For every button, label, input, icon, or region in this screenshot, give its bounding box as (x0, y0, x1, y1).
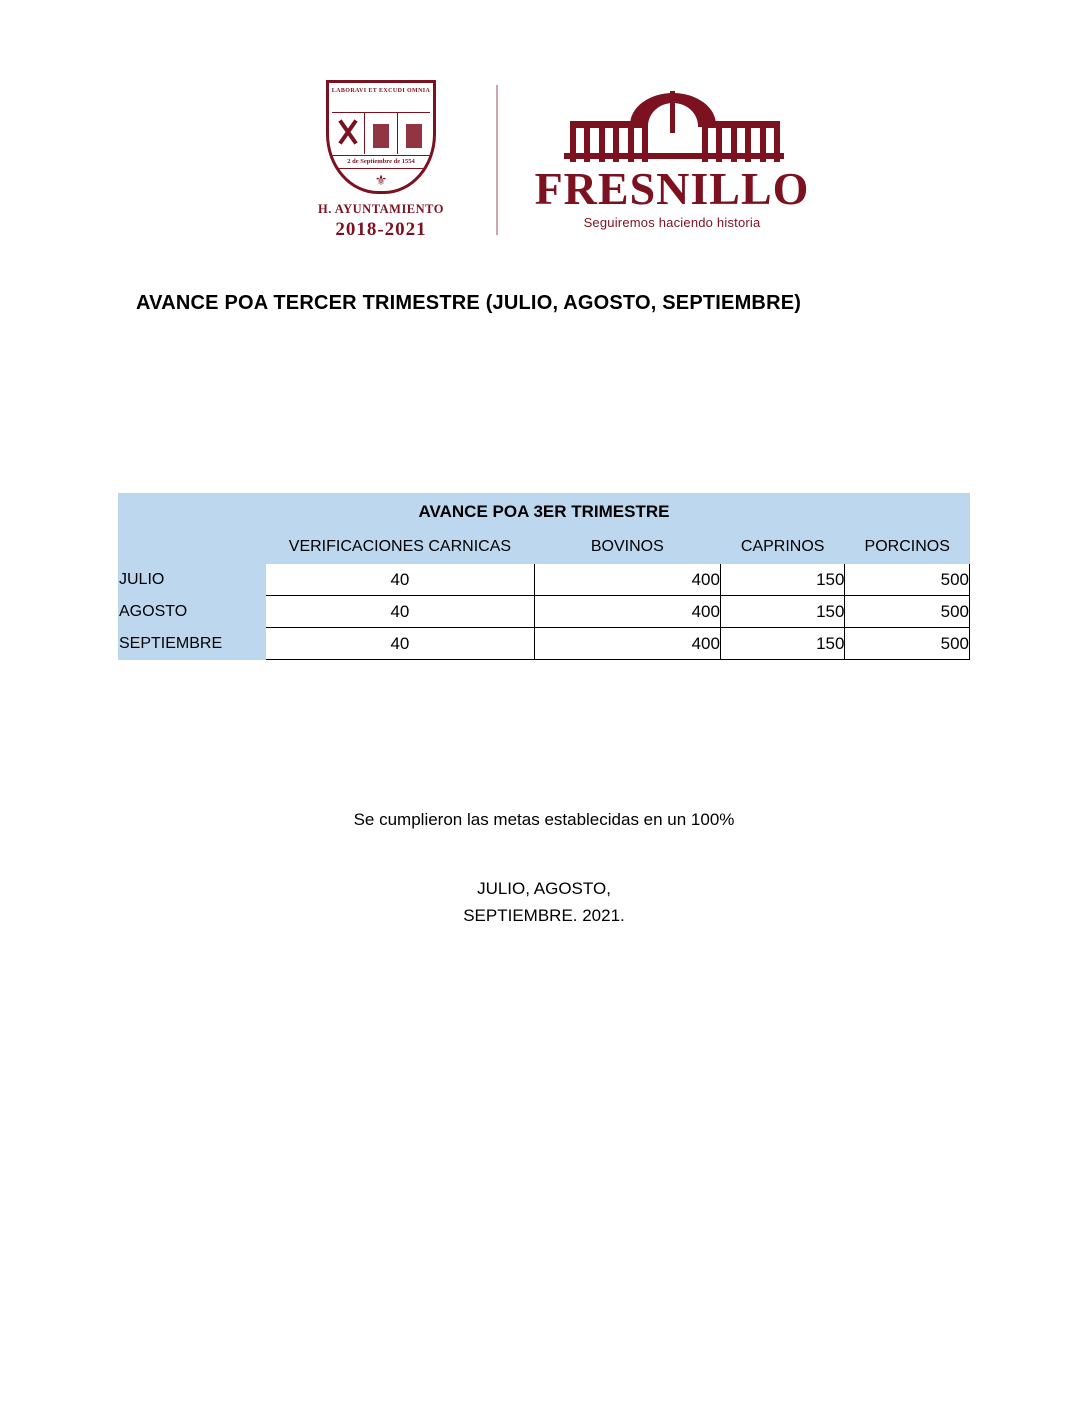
table-corner-cell (119, 531, 266, 564)
municipal-crest (266, 80, 496, 241)
crest-date-band: 2 de Septiembre de 1554 (332, 155, 430, 169)
crest-caption-period: 2018-2021 (335, 218, 427, 240)
table-row (119, 596, 970, 628)
row-label-julio: JULIO (119, 564, 266, 596)
cell-agosto-bovinos: 400 (534, 596, 720, 628)
poa-table (118, 493, 970, 660)
cell-agosto-porcinos: 500 (845, 596, 970, 628)
cell-septiembre-porcinos: 500 (845, 628, 970, 660)
crest-arc-text: LABORAVI ET EXCUDI OMNIA (331, 87, 431, 94)
column-header-verificaciones: VERIFICACIONES CARNICAS (266, 531, 535, 564)
row-label-septiembre: SEPTIEMBRE (119, 628, 266, 660)
cell-septiembre-caprinos: 150 (720, 628, 845, 660)
brand-tagline: Seguiremos haciendo historia (583, 214, 761, 230)
header-divider (496, 85, 498, 235)
crest-bottom-motif-icon: ⚜ (374, 171, 388, 188)
crest-shield-icon (326, 80, 436, 194)
page-title: AVANCE POA TERCER TRIMESTRE (JULIO, AGOSTO, SEPTIEMBRE) (136, 292, 802, 314)
column-header-bovinos: BOVINOS (534, 531, 720, 564)
report-period-line2: SEPTIEMBRE. 2021. (463, 906, 625, 925)
poa-table-container (118, 493, 970, 660)
brand-wordmark: FRESNILLO (534, 162, 810, 214)
cell-julio-caprinos: 150 (720, 564, 845, 596)
cell-julio-verificaciones: 40 (266, 564, 535, 596)
compliance-note: Se cumplieron las metas establecidas en un 100% (353, 810, 735, 829)
table-row (119, 564, 970, 596)
cell-julio-porcinos: 500 (845, 564, 970, 596)
cell-agosto-caprinos: 150 (720, 596, 845, 628)
report-period-line1: JULIO, AGOSTO, (477, 879, 611, 898)
cell-septiembre-verificaciones: 40 (266, 628, 535, 660)
row-label-agosto: AGOSTO (119, 596, 266, 628)
column-header-porcinos: PORCINOS (845, 531, 970, 564)
document-header (0, 70, 1088, 250)
table-row (119, 628, 970, 660)
table-header-row (119, 531, 970, 564)
cell-agosto-verificaciones: 40 (266, 596, 535, 628)
crest-caption-ayuntamiento: H. AYUNTAMIENTO (317, 201, 445, 216)
cell-septiembre-bovinos: 400 (534, 628, 720, 660)
column-header-caprinos: CAPRINOS (720, 531, 845, 564)
report-period-note (0, 875, 1088, 929)
table-banner-title: AVANCE POA 3ER TRIMESTRE (119, 494, 970, 531)
fresnillo-brand (522, 91, 822, 230)
fresnillo-monument-icon (552, 91, 792, 171)
table-banner-row (119, 494, 970, 531)
cell-julio-bovinos: 400 (534, 564, 720, 596)
